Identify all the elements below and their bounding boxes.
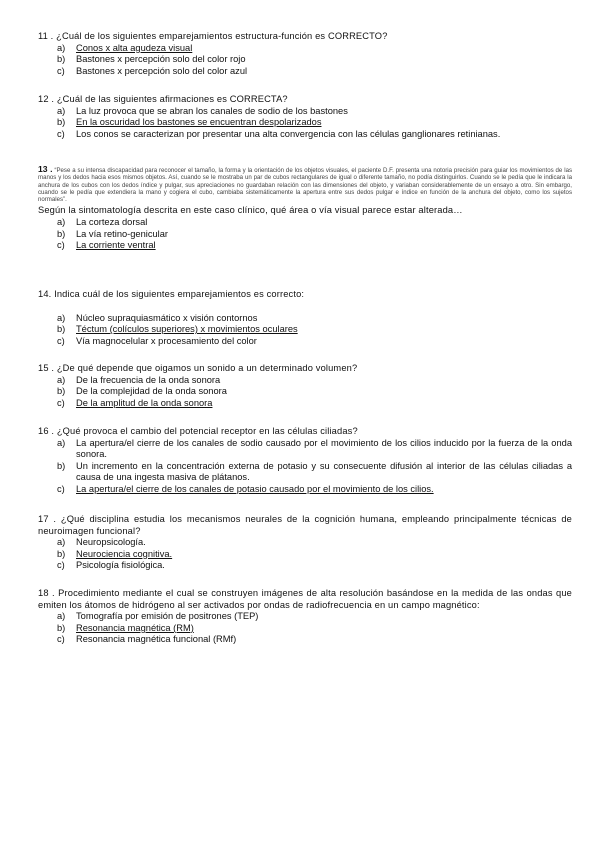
question-stem: 18 . Procedimiento mediante el cual se construyen imágenes de alta resolución basándose en la medida de las ondas que emiten los átomos de hidrógeno al ser activados por ondas de radiofrecuencia en un campo magnético:: [38, 588, 572, 610]
option-b: b) Bastones x percepción solo del color rojo: [38, 54, 572, 66]
question-13: [38, 166, 572, 252]
option-list: [38, 106, 572, 141]
option-text: Neurociencia cognitiva.: [76, 548, 173, 559]
option-b: b) Neurociencia cognitiva.: [38, 549, 572, 561]
option-text: La apertura/el cierre de los canales de potasio causado por el movimiento de los cilios.: [76, 483, 434, 494]
question-17: [38, 514, 572, 572]
option-c: c) La apertura/el cierre de los canales de potasio causado por el movimiento de los cilios.: [38, 484, 572, 496]
option-b: b) Resonancia magnética (RM): [38, 623, 572, 635]
option-a: a) Núcleo supraquiasmático x visión contornos: [38, 313, 572, 325]
option-list: [38, 313, 572, 348]
option-list: [38, 438, 572, 496]
option-a: a) Tomografía por emisión de positrones (TEP): [38, 611, 572, 623]
option-list: [38, 611, 572, 646]
option-text: Conos x alta agudeza visual: [76, 42, 193, 53]
option-text: En la oscuridad los bastones se encuentran despolarizados: [76, 117, 322, 128]
option-text: Los conos se caracterizan por presentar una alta convergencia con las células ganglionares retinianas.: [76, 128, 501, 139]
question-stem: 15 . ¿De qué depende que oigamos un sonido a un determinado volumen?: [38, 363, 358, 373]
option-b: b) La vía retino-genicular: [38, 229, 572, 241]
option-text: La corteza dorsal: [76, 217, 148, 228]
option-text: Vía magnocelular x procesamiento del color: [76, 335, 257, 346]
option-a: a) Neuropsicología.: [38, 537, 572, 549]
option-text: Bastones x percepción solo del color azul: [76, 65, 248, 76]
option-text: La luz provoca que se abran los canales de sodio de los bastones: [76, 105, 348, 116]
option-b: b) Téctum (colículos superiores) x movimientos oculares: [38, 324, 572, 336]
option-list: [38, 375, 572, 410]
option-c: c) Bastones x percepción solo del color azul: [38, 66, 572, 78]
question-stem: Según la sintomatología descrita en este caso clínico, qué área o vía visual parece estar alterada…: [38, 205, 463, 216]
question-stem: 14. Indica cuál de los siguientes emparejamientos es correcto:: [38, 289, 305, 299]
question-stem: 17 . ¿Qué disciplina estudia los mecanismos neurales de la cognición humana, empleando principalmente técnicas de neuroimagen funcional?: [38, 514, 572, 536]
option-c: c) De la amplitud de la onda sonora: [38, 398, 572, 410]
option-c: c) Psicología fisiológica.: [38, 560, 572, 572]
option-a: a) La corteza dorsal: [38, 217, 572, 229]
option-c: c) Resonancia magnética funcional (RMf): [38, 634, 572, 646]
option-text: De la frecuencia de la onda sonora: [76, 374, 221, 385]
question-number: 13 .: [38, 164, 53, 174]
question-11: [38, 31, 572, 77]
option-text: La corriente ventral: [76, 240, 156, 251]
option-text: Bastones x percepción solo del color rojo: [76, 54, 246, 65]
case-passage: [38, 166, 572, 203]
option-c: c) La corriente ventral: [38, 240, 572, 252]
question-stem: 16 . ¿Qué provoca el cambio del potencial receptor en las células ciliadas?: [38, 426, 358, 436]
question-15: [38, 363, 572, 409]
option-c: c) Los conos se caracterizan por presentar una alta convergencia con las células ganglionares retinianas.: [38, 129, 572, 141]
question-16: [38, 426, 572, 496]
option-text: Núcleo supraquiasmático x visión contornos: [76, 312, 258, 323]
option-c: c) Vía magnocelular x procesamiento del color: [38, 336, 572, 348]
option-a: a) De la frecuencia de la onda sonora: [38, 375, 572, 387]
option-list: [38, 43, 572, 78]
question-stem: 12 . ¿Cuál de las siguientes afirmaciones es CORRECTA?: [38, 94, 288, 104]
option-text: De la amplitud de la onda sonora: [76, 397, 213, 408]
option-text: Resonancia magnética funcional (RMf): [76, 634, 237, 645]
option-text: Resonancia magnética (RM): [76, 622, 194, 633]
option-b: b) En la oscuridad los bastones se encuentran despolarizados: [38, 117, 572, 129]
question-14: [38, 289, 572, 347]
option-a: a) Conos x alta agudeza visual: [38, 43, 572, 55]
option-list: [38, 217, 572, 252]
question-stem: 11 . ¿Cuál de los siguientes emparejamientos estructura-función es CORRECTO?: [38, 31, 388, 41]
question-12: [38, 94, 572, 140]
option-text: Psicología fisiológica.: [76, 560, 165, 571]
option-text: Neuropsicología.: [76, 537, 146, 548]
option-text: De la complejidad de la onda sonora: [76, 386, 227, 397]
option-text: La apertura/el cierre de los canales de sodio causado por el movimiento de los cilios inducido por la fuerza de la onda sonora.: [76, 437, 572, 460]
option-a: a) La luz provoca que se abran los canales de sodio de los bastones: [38, 106, 572, 118]
option-a: a) La apertura/el cierre de los canales de sodio causado por el movimiento de los cilios inducido por la fuerza de la onda sonora.: [57, 437, 572, 460]
option-text: Tomografía por emisión de positrones (TEP): [76, 611, 259, 622]
question-18: [38, 588, 572, 646]
option-b: b) De la complejidad de la onda sonora: [38, 386, 572, 398]
passage-text: “Pese a su intensa discapacidad para reconocer el tamaño, la forma y la orientación de los objetos visuales, el paciente D.F. presenta una notoria precisión para guiar los movimientos de las manos y los dedos hacia esos mismos objetos. Así, cuando se le mostraba un par de cubos rectangulares de igual o diferente tamaño, no podía distinguirlos. Cuando se le pedía que le indicara la anchura de los cubos con los dedos índice y pulgar, sus apreciaciones no guardaban relación con las dimensiones del objeto, y variaban considerablemente de un ensayo a otro. Sin embargo, cuando se le pedía que extendiera la mano y cogiera el cubo, cambiaba sistemáticamente la apertura entre sus dedos pulgar e índice en función de la anchura del objeto, como los sujetos normales”.: [38, 167, 572, 204]
option-text: Un incremento en la concentración externa de potasio y su consecuente difusión al interior de las células ciliadas a causa de una ingesta masiva de plátanos.: [76, 460, 572, 483]
option-list: [38, 537, 572, 572]
option-text: La vía retino-genicular: [76, 228, 168, 239]
option-text: Téctum (colículos superiores) x movimientos oculares: [76, 324, 298, 335]
option-b: b) Un incremento en la concentración externa de potasio y su consecuente difusión al interior de las células ciliadas a causa de una ingesta masiva de plátanos.: [57, 460, 572, 483]
